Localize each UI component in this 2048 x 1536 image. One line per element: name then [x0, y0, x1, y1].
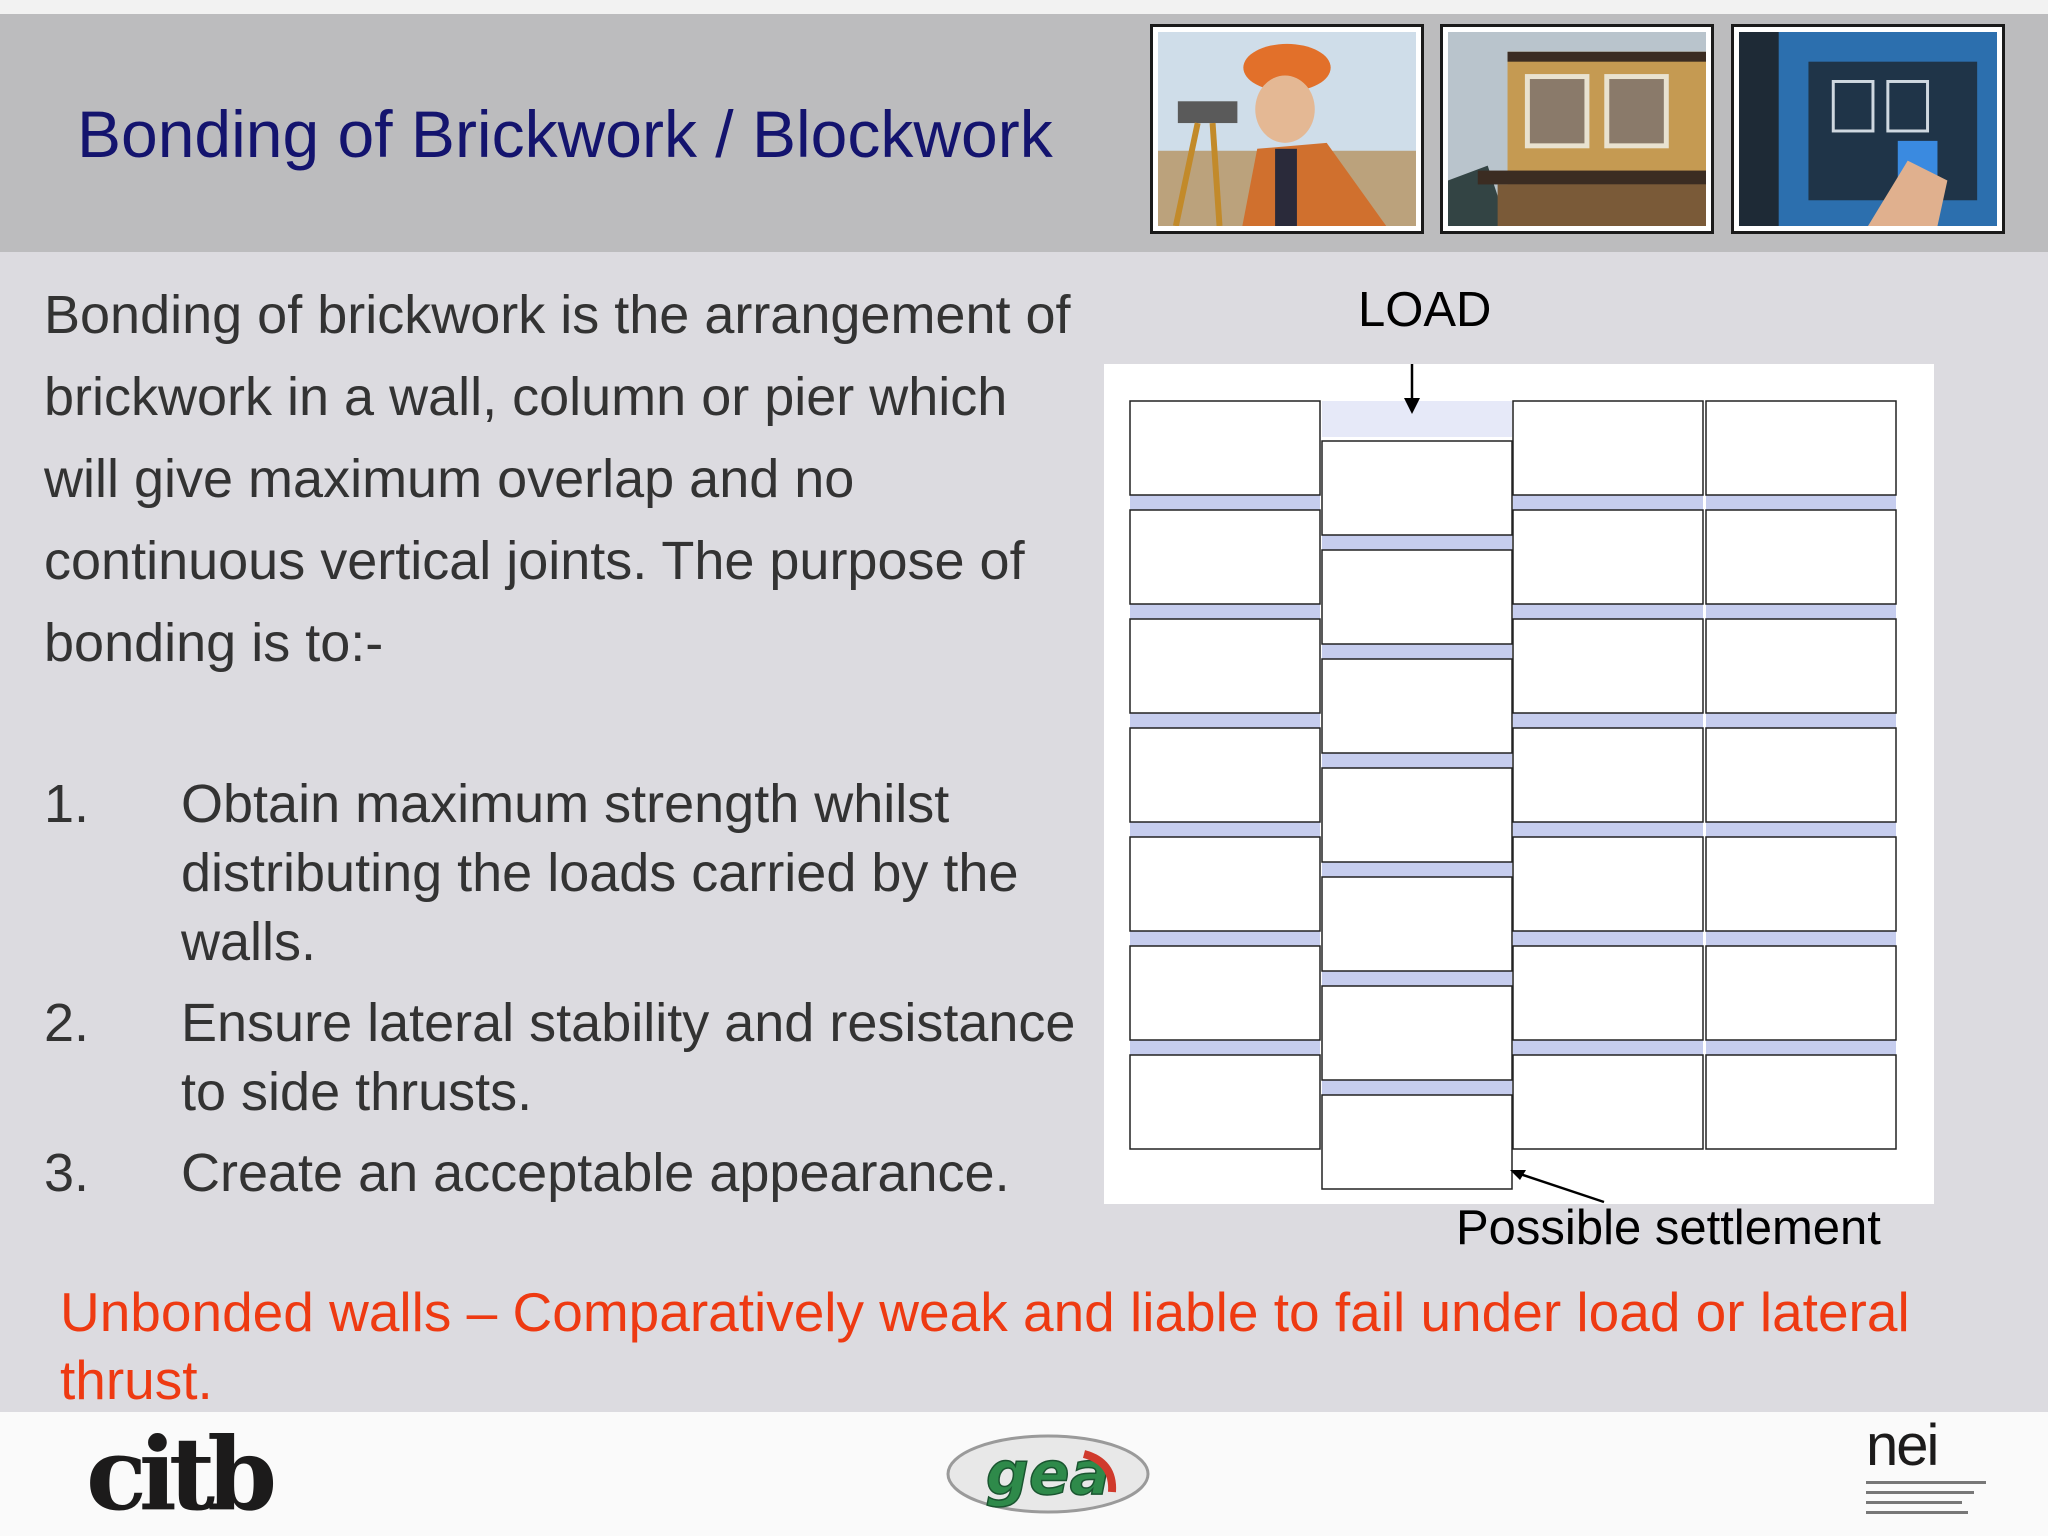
brick: [1513, 946, 1703, 1040]
mortar-joint: [1322, 1080, 1512, 1095]
list-item: [44, 770, 1094, 977]
nei-logo: [1866, 1413, 1986, 1521]
unbonded-wall-diagram: [1104, 364, 1934, 1204]
brick: [1513, 1055, 1703, 1149]
mortar-joint: [1130, 495, 1320, 510]
brick: [1706, 510, 1896, 604]
mortar-joint: [1322, 971, 1512, 986]
svg-text:gea: gea: [985, 1439, 1111, 1509]
brick: [1706, 728, 1896, 822]
nei-wordmark: nei: [1866, 1413, 1938, 1478]
mortar-joint: [1706, 604, 1896, 619]
brick: [1513, 401, 1703, 495]
brick: [1130, 728, 1320, 822]
house-photo: [1440, 24, 1714, 234]
brick: [1130, 837, 1320, 931]
brick: [1322, 877, 1512, 971]
brick: [1130, 1055, 1320, 1149]
mortar-joint: [1130, 604, 1320, 619]
mortar-joint: [1322, 535, 1512, 550]
settlement-label: Possible settlement: [1456, 1201, 1881, 1255]
brick: [1130, 510, 1320, 604]
mortar-joint: [1130, 931, 1320, 946]
mortar-joint: [1130, 822, 1320, 837]
brick: [1130, 946, 1320, 1040]
list-number: 1.: [44, 774, 90, 834]
brick: [1322, 768, 1512, 862]
mortar-joint: [1322, 862, 1512, 877]
mortar-joint: [1706, 822, 1896, 837]
mortar-joint: [1513, 822, 1703, 837]
purpose-list: [44, 770, 1094, 1208]
mortar-joint: [1513, 604, 1703, 619]
list-number: 2.: [44, 993, 90, 1053]
mortar-joint: [1706, 713, 1896, 728]
control-panel-photo: [1731, 24, 2005, 234]
warning-text: Unbonded walls – Comparatively weak and liable to fail under load or lateral thrust.: [60, 1281, 1910, 1411]
list-text: Ensure lateral stability and resistance to side thrusts.: [181, 993, 1076, 1122]
mortar-joint: [1706, 495, 1896, 510]
brick: [1322, 986, 1512, 1080]
mortar-joint: [1513, 713, 1703, 728]
brick: [1513, 728, 1703, 822]
list-number: 3.: [44, 1143, 90, 1203]
brick: [1706, 946, 1896, 1040]
nei-caption-lines: [1866, 1481, 1986, 1514]
list-text: Create an acceptable appearance.: [181, 1143, 1010, 1203]
mortar-joint: [1706, 1040, 1896, 1055]
slide-title: Bonding of Brickwork / Blockwork: [77, 97, 1053, 171]
brick: [1322, 1095, 1512, 1189]
load-label: LOAD: [1358, 283, 1492, 337]
mortar-joint: [1322, 753, 1512, 768]
intro-paragraph: Bonding of brickwork is the arrangement of brickwork in a wall, column or pier which will give maximum overlap and no continuous vertical joints. The purpose of bonding is to:-: [44, 285, 1071, 673]
surveyor-photo: [1150, 24, 1424, 234]
brick: [1130, 401, 1320, 495]
brick: [1513, 510, 1703, 604]
brick: [1130, 619, 1320, 713]
mortar-joint: [1130, 713, 1320, 728]
mortar-joint: [1513, 1040, 1703, 1055]
bricks: [1130, 401, 1896, 1189]
top-strip: [0, 0, 2048, 14]
brick: [1706, 1055, 1896, 1149]
list-item: [44, 1139, 1094, 1208]
citb-logo: citb: [86, 1415, 269, 1533]
mortar-joint: [1513, 495, 1703, 510]
brick: [1513, 837, 1703, 931]
brick: [1706, 401, 1896, 495]
settlement-gap: [1322, 401, 1512, 437]
mortar-joint: [1513, 931, 1703, 946]
mortar-joint: [1706, 931, 1896, 946]
mortar-joint: [1130, 1040, 1320, 1055]
brick: [1513, 619, 1703, 713]
brick: [1706, 837, 1896, 931]
gea-logo: [944, 1432, 1152, 1516]
list-item: [44, 989, 1094, 1127]
list-text: Obtain maximum strength whilst distributing the loads carried by the walls.: [181, 774, 1019, 972]
brick: [1322, 550, 1512, 644]
brick: [1706, 619, 1896, 713]
brick: [1322, 441, 1512, 535]
mortar-joint: [1322, 644, 1512, 659]
brick: [1322, 659, 1512, 753]
